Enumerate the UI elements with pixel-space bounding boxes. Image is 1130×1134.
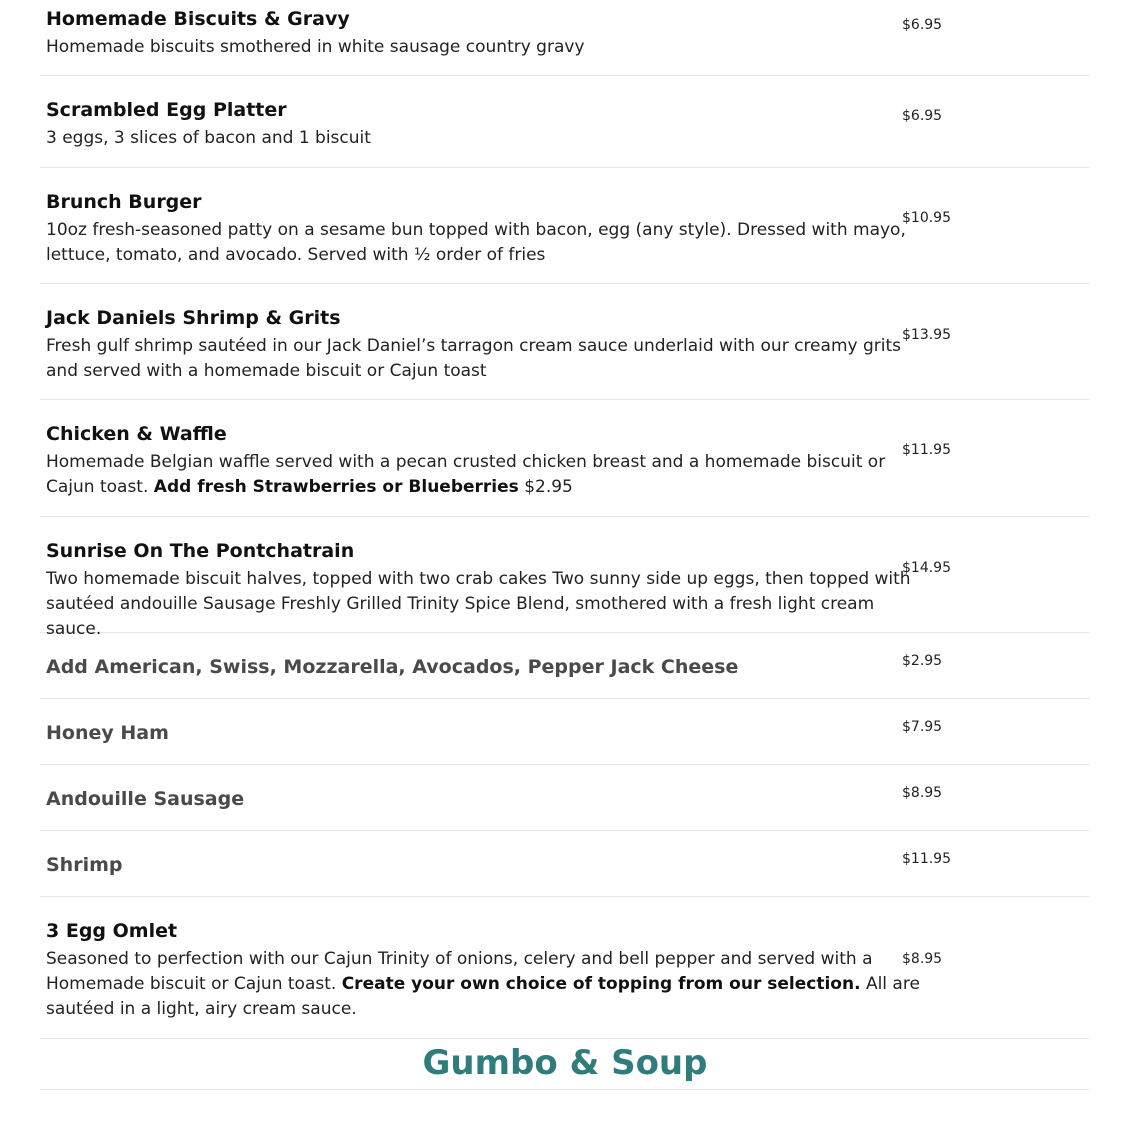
menu-item	[40, 517, 1090, 639]
item-price: $13.95	[902, 327, 951, 343]
menu-item	[40, 76, 1090, 168]
item-price: $6.95	[902, 17, 943, 33]
item-price: $10.95	[902, 210, 951, 226]
addon-price: $11.95	[902, 851, 951, 867]
item-description-text-end: All are sautéed in a light, airy cream sauce.	[46, 974, 920, 1019]
addon-name: Honey Ham	[46, 722, 169, 744]
addon-name: Add American, Swiss, Mozzarella, Avocados, Pepper Jack Cheese	[46, 656, 739, 678]
menu-list	[40, 0, 1090, 1090]
addon-item	[40, 699, 1090, 765]
section-header	[40, 1039, 1090, 1090]
item-name: Brunch Burger	[46, 191, 202, 213]
addon-item	[40, 831, 1090, 897]
item-description-highlight: Add fresh Strawberries or Blueberries	[153, 477, 519, 497]
item-name: 3 Egg Omlet	[46, 920, 178, 942]
addon-price: $2.95	[902, 653, 943, 669]
item-name: Sunrise On The Pontchatrain	[46, 540, 355, 562]
menu-item	[40, 284, 1090, 400]
menu-item	[40, 168, 1090, 284]
addon-name: Shrimp	[46, 854, 123, 876]
item-description: 3 eggs, 3 slices of bacon and 1 biscuit	[46, 128, 371, 148]
item-description-text: Seasoned to perfection with our Cajun Trinity of onions, celery and bell pepper and served with a Homemade biscuit or Cajun toast.	[46, 949, 873, 994]
menu-item	[40, 0, 1090, 76]
item-name: Jack Daniels Shrimp & Grits	[46, 307, 341, 329]
addon-name: Andouille Sausage	[46, 788, 245, 810]
item-description	[46, 450, 926, 500]
item-name: Scrambled Egg Platter	[46, 99, 287, 121]
item-description-extra-price: $2.95	[524, 477, 573, 497]
addon-item	[40, 633, 1090, 699]
addon-item	[40, 765, 1090, 831]
item-description-highlight: Create your own choice of topping from our selection.	[341, 974, 861, 994]
item-price: $6.95	[902, 108, 943, 124]
item-price: $14.95	[902, 560, 951, 576]
item-description: Homemade biscuits smothered in white sausage country gravy	[46, 37, 585, 57]
section-title: Gumbo & Soup	[422, 1043, 708, 1083]
item-description: 10oz fresh-seasoned patty on a sesame bun topped with bacon, egg (any style). Dressed with mayo, lettuce, tomato, and avocado. Served with ½ order of fries	[46, 220, 906, 265]
item-description: Two homemade biscuit halves, topped with two crab cakes Two sunny side up eggs, then topped with sautéed andouille Sausage Freshly Grilled Trinity Spice Blend, smothered with a fresh light cream sauce.	[46, 569, 911, 639]
item-description	[46, 947, 926, 1022]
item-description-text: Homemade Belgian waffle served with a pecan crusted chicken breast and a homemade biscuit or Cajun toast.	[46, 452, 886, 497]
menu-item	[40, 400, 1090, 517]
item-price: $11.95	[902, 442, 951, 458]
menu-item	[40, 897, 1090, 1039]
addon-price: $8.95	[902, 785, 943, 801]
item-description: Fresh gulf shrimp sautéed in our Jack Daniel’s tarragon cream sauce underlaid with our creamy grits and served with a homemade biscuit or Cajun toast	[46, 336, 901, 381]
item-price: $8.95	[902, 951, 943, 967]
addon-price: $7.95	[902, 719, 943, 735]
item-name: Chicken & Waffle	[46, 423, 227, 445]
item-name: Homemade Biscuits & Gravy	[46, 8, 350, 30]
